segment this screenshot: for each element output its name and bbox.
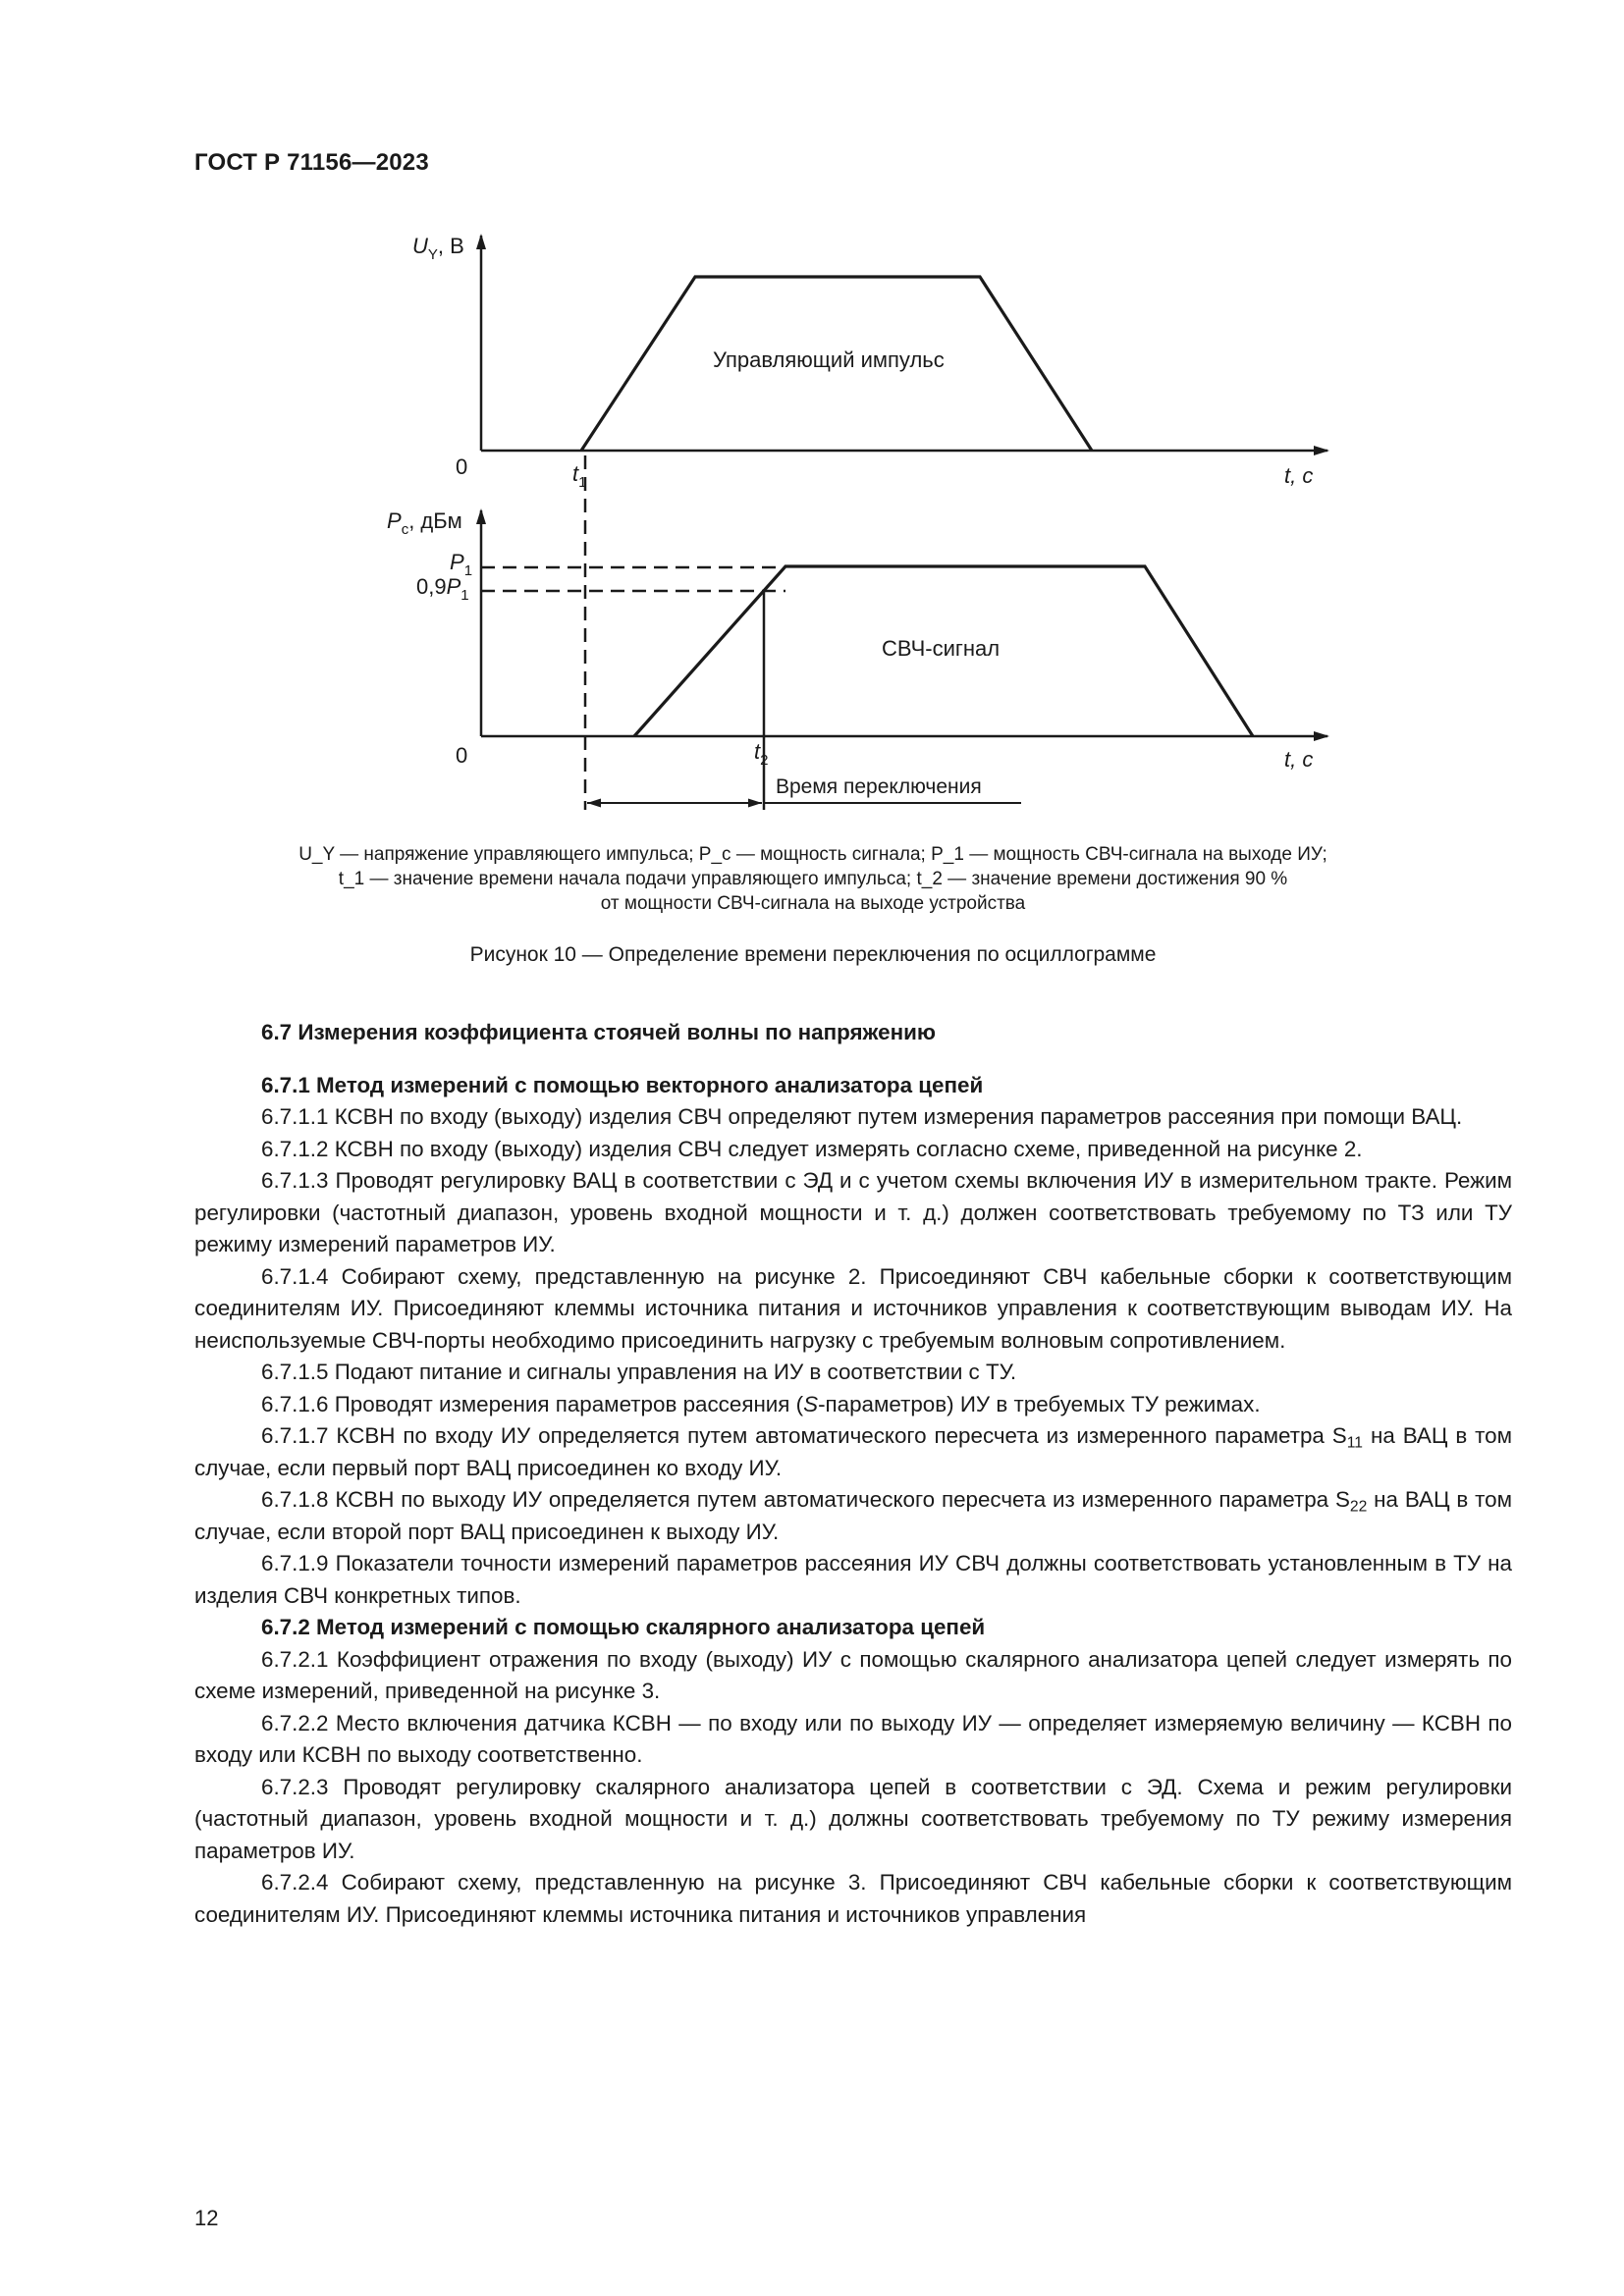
switching-time-figure bbox=[0, 0, 1624, 942]
bottom-origin-label: 0 bbox=[456, 743, 468, 768]
paragraph-6-7-1-3: 6.7.1.3 Проводят регулировку ВАЦ в соответствии с ЭД и с учетом схемы включения ИУ в измерительном тракте. Режим регулировки (частотный диапазон, уровень входной мощности и т. д.) должен соответствовать требуемому по ТЗ или ТУ режиму измерений параметров ИУ. bbox=[194, 1168, 1512, 1256]
legend-line-3: от мощности СВЧ-сигнала на выходе устройства bbox=[600, 893, 1026, 914]
paragraph-6-7-2-1: 6.7.2.1 Коэффициент отражения по входу (выходу) ИУ с помощью скалярного анализатора цепей следует измерять по схеме измерений, приведенной на рисунке 3. bbox=[194, 1646, 1512, 1703]
t2-marker-label: $t_2$ bbox=[754, 739, 769, 769]
top-origin-label: 0 bbox=[456, 454, 468, 479]
timing-diagram bbox=[0, 0, 1624, 942]
paragraph-6-7-2-4: 6.7.2.4 Собирают схему, представленную на рисунке 3. Присоединяют СВЧ кабельные сборки к соответствующим соединителям ИУ. Присоединяют клеммы источника питания и источников управления bbox=[194, 1870, 1512, 1927]
paragraph-6-7-1-2: 6.7.1.2 КСВН по входу (выходу) изделия СВЧ следует измерять согласно схеме, приведенной на рисунке 2. bbox=[261, 1136, 1363, 1161]
body-text bbox=[194, 1017, 1512, 1931]
paragraph-6-7-1-6: 6.7.1.6 Проводят измерения параметров рассеяния (S-параметров) ИУ в требуемых ТУ режимах. bbox=[261, 1391, 1261, 1416]
figure-legend bbox=[194, 842, 1432, 916]
control-pulse-label: Управляющий импульс bbox=[713, 347, 945, 372]
p1-level-label: $P_1$ bbox=[450, 550, 473, 579]
p09-level-label: $0,9P_1$ bbox=[416, 574, 469, 604]
paragraph-6-7-2-2: 6.7.2.2 Место включения датчика КСВН — по входу или по выходу ИУ — определяет измеряемую величину — КСВН по входу или КСВН по выходу соответственно. bbox=[194, 1710, 1512, 1767]
legend-line-1: U_Y — напряжение управляющего импульса; P_c — мощность сигнала; P_1 — мощность СВЧ-сигнала на выходе ИУ; bbox=[298, 844, 1327, 865]
bottom-x-axis-label: t, с bbox=[1284, 747, 1314, 772]
paragraph-6-7-1-8: 6.7.1.8 КСВН по выходу ИУ определяется путем автоматического пересчета из измеренного параметра $S_{22}$ на ВАЦ в том случае, если второй порт ВАЦ присоединен к выходу ИУ. bbox=[194, 1487, 1512, 1544]
section-6-7-heading: 6.7 Измерения коэффициента стоячей волны по напряжению bbox=[261, 1020, 936, 1044]
section-6-7-2-heading: 6.7.2 Метод измерений с помощью скалярного анализатора цепей bbox=[261, 1615, 986, 1639]
paragraph-6-7-1-7: 6.7.1.7 КСВН по входу ИУ определяется путем автоматического пересчета из измеренного параметра $S_{11}$ на ВАЦ в том случае, если первый порт ВАЦ присоединен ко входу ИУ. bbox=[194, 1423, 1512, 1480]
paragraph-6-7-2-3: 6.7.2.3 Проводят регулировку скалярного анализатора цепей в соответствии с ЭД. Схема и режим регулировки (частотный диапазон, уровень входной мощности и т. д.) должны соответствовать требуемому по ТУ режиму измерения параметров ИУ. bbox=[194, 1774, 1512, 1863]
document-header: ГОСТ Р 71156—2023 bbox=[194, 149, 429, 176]
legend-line-2: t_1 — значение времени начала подачи управляющего импульса; t_2 — значение времени достижения 90 % bbox=[338, 869, 1288, 889]
switching-time-label: Время переключения bbox=[776, 775, 982, 798]
bottom-y-axis-label: $P_c$, дБм bbox=[387, 508, 462, 538]
top-x-axis-label: t, с bbox=[1284, 463, 1314, 488]
t1-marker-label: $t_1$ bbox=[572, 461, 587, 491]
page-number: 12 bbox=[194, 2206, 219, 2230]
figure-caption: Рисунок 10 — Определение времени переключения по осциллограмме bbox=[469, 943, 1157, 966]
section-6-7-1-heading: 6.7.1 Метод измерений с помощью векторного анализатора цепей bbox=[261, 1072, 984, 1097]
paragraph-6-7-1-4: 6.7.1.4 Собирают схему, представленную на рисунке 2. Присоединяют СВЧ кабельные сборки к соответствующим соединителям ИУ. Присоединяют клеммы источника питания и источников управления к соответствующим выводам ИУ. На неиспользуемые СВЧ-порты необходимо присоединить нагрузку с требуемым волновым сопротивлением. bbox=[194, 1263, 1512, 1353]
microwave-signal-label: СВЧ-сигнал bbox=[882, 636, 1001, 661]
paragraph-6-7-1-9: 6.7.1.9 Показатели точности измерений параметров рассеяния ИУ СВЧ должны соответствовать установленным в ТУ на изделия СВЧ конкретных типов. bbox=[194, 1551, 1512, 1608]
paragraph-6-7-1-1: 6.7.1.1 КСВН по входу (выходу) изделия СВЧ определяют путем измерения параметров рассеяния при помощи ВАЦ. bbox=[261, 1104, 1463, 1129]
top-y-axis-label: $U_Y$, В bbox=[412, 234, 464, 263]
paragraph-6-7-1-5: 6.7.1.5 Подают питание и сигналы управления на ИУ в соответствии с ТУ. bbox=[261, 1360, 1017, 1384]
